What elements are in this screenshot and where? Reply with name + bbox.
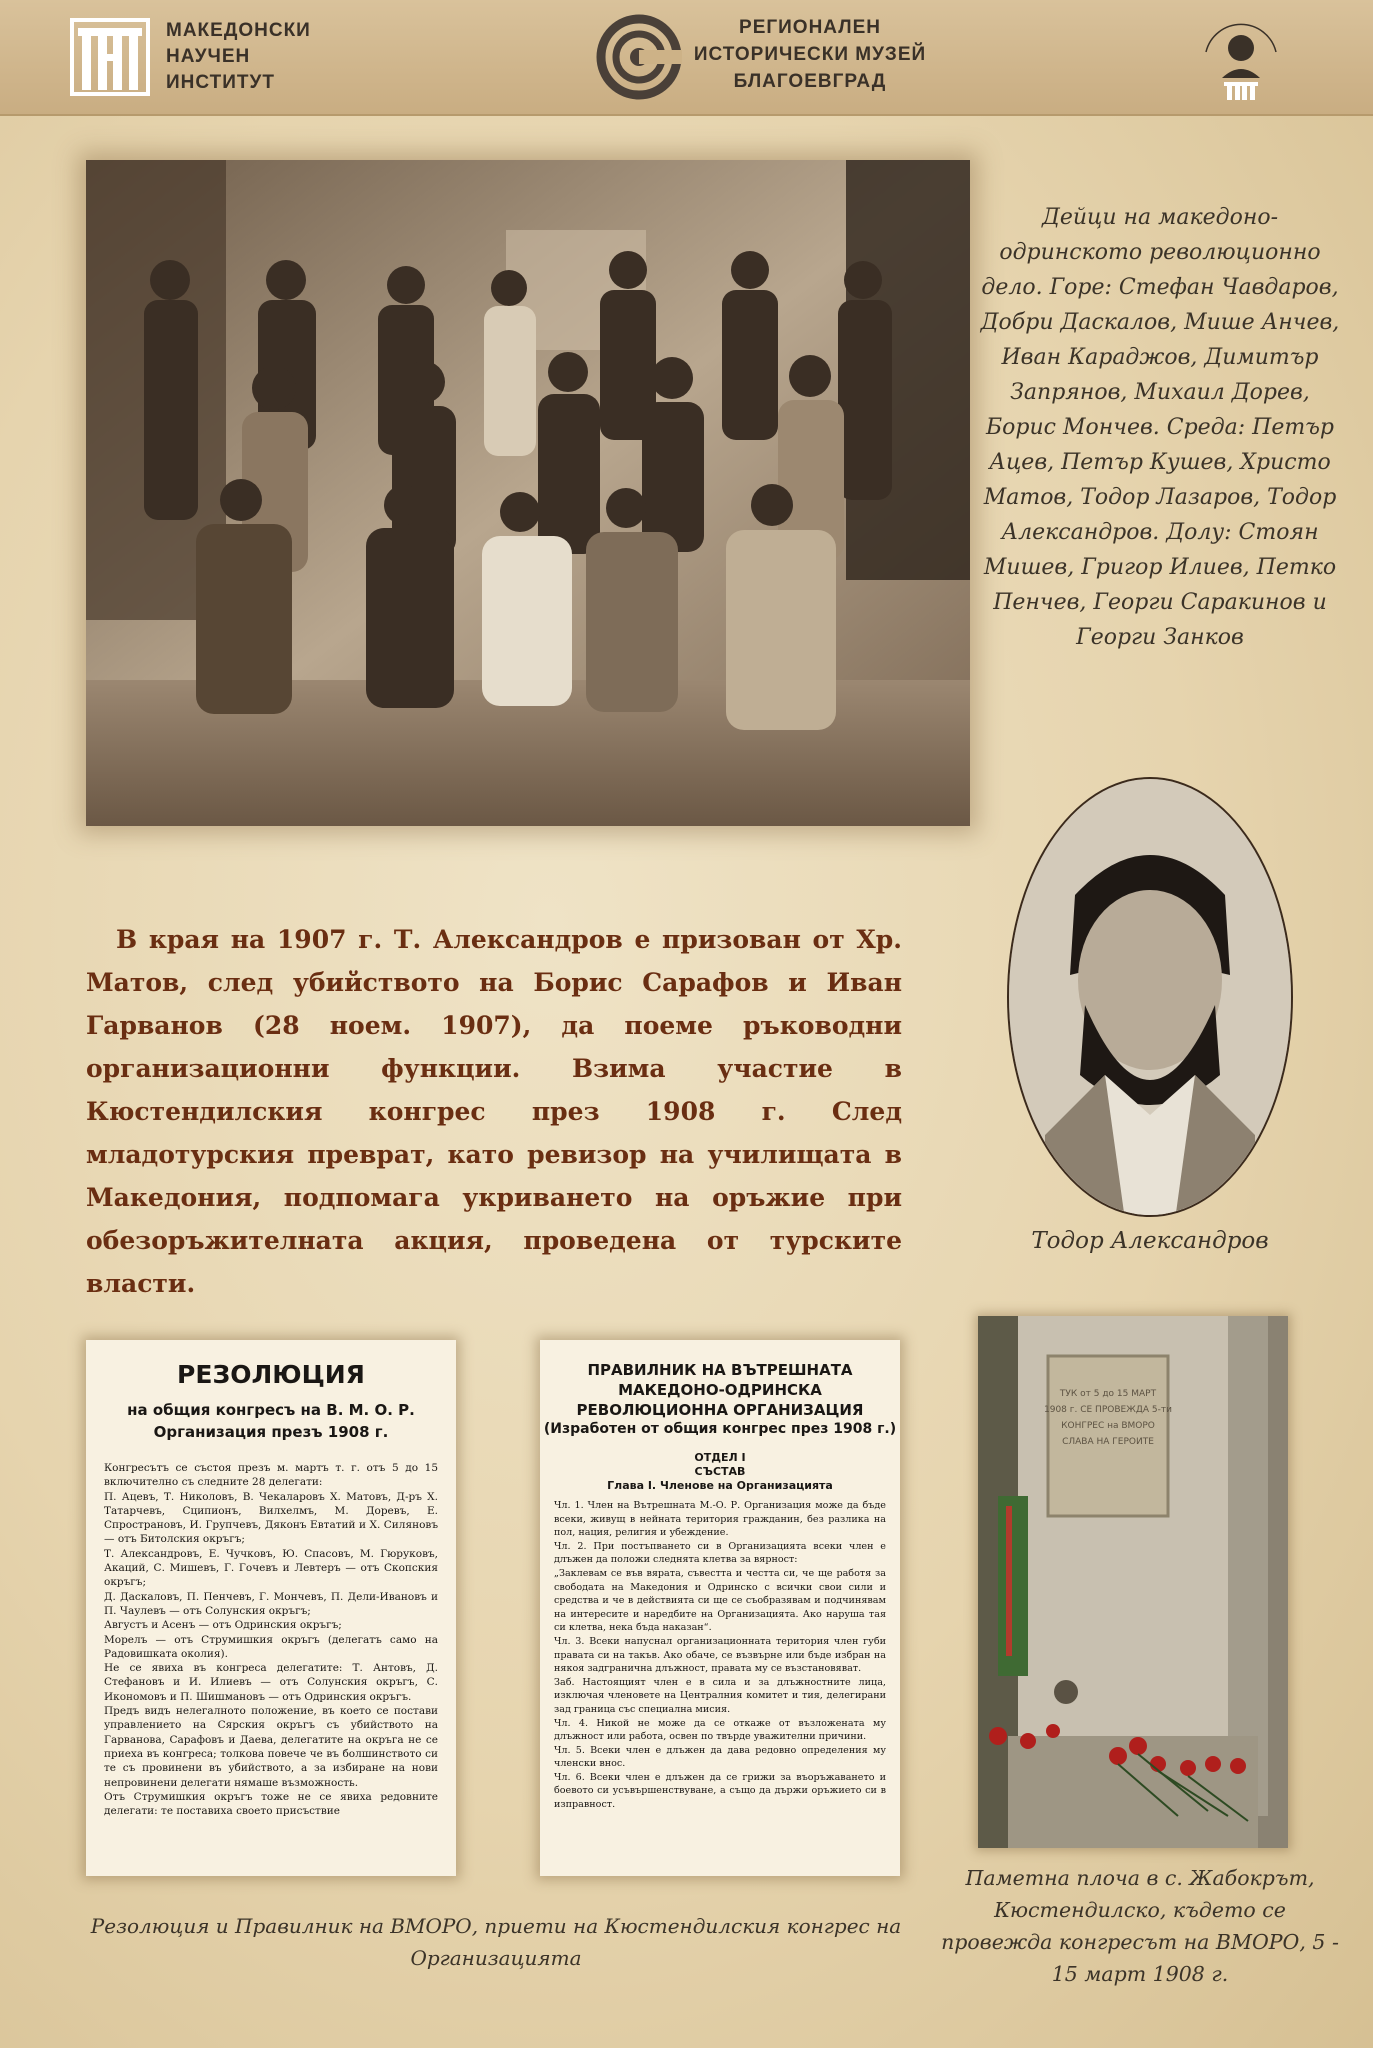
statute-document: [540, 1340, 900, 1876]
institute-line-3: ИНСТИТУТ: [166, 72, 275, 93]
museum-line-1: РЕГИОНАЛЕН: [739, 17, 881, 38]
club-logo: [1200, 14, 1282, 104]
statute-chapter: Глава I. Членове на Организацията: [607, 1479, 833, 1492]
statute-section: ОТДЕЛ I: [694, 1451, 746, 1464]
plaque-line-1: ТУК от 5 до 15 МАРТ: [1059, 1389, 1157, 1399]
group-photograph: [86, 160, 970, 826]
statute-subtitle: (Изработен от общия конгрес през 1908 г.): [543, 1421, 897, 1437]
group-photo-caption: Дейци на македоно-одринското революционно дело. Горе: Стефан Чавдаров, Добри Даскалов, Мише Анчев, Иван Караджов, Димитър Запрянов, Михаил Дорев, Борис Мончев. Среда: Петър Ацев, Петър Кушев, Христо Матов, Тодор Лазаров, Тодор Александров. Долу: Стоян Мишев, Григор Илиев, Петко Пенчев, Георги Саракинов и Георги Занков: [980, 205, 1340, 650]
museum-line-3: БЛАГОЕВГРАД: [733, 71, 887, 92]
museum-line-2: ИСТОРИЧЕСКИ МУЗЕЙ: [693, 44, 927, 65]
plaque-line-3: КОНГРЕС на ВМОРО: [1061, 1421, 1155, 1431]
plaque-line-4: СЛАВА НА ГЕРОИТЕ: [1062, 1437, 1154, 1447]
plaque-line-2: 1908 г. СЕ ПРОВЕЖДА 5-ти: [1044, 1405, 1172, 1415]
museum-name: [690, 14, 930, 95]
memorial-plaque-illustration: [978, 1316, 1288, 1848]
plaque-caption: Паметна плоча в с. Жабокрът, Кюстендилско, където се провежда конгресът на ВМОРО, 5 - 15 март 1908 г.: [941, 1866, 1339, 1986]
institute-name: [166, 18, 311, 96]
portrait-caption: Тодор Александров: [1031, 1228, 1269, 1254]
resolution-subtitle: на общия конгресъ на В. М. О. Р. Организация презъ 1908 г.: [127, 1401, 415, 1441]
memorial-plaque-photo: [978, 1316, 1288, 1848]
documents-caption: Резолюция и Правилник на ВМОРО, приети на Кюстендилския конгрес на Организацията: [90, 1914, 902, 1970]
portrait-photo: [1005, 775, 1295, 1220]
museum-logo: [596, 14, 682, 100]
header-banner: [0, 0, 1373, 116]
statute-title: ПРАВИЛНИК НА ВЪТРЕШНАТА МАКЕДОНО-ОДРИНСКА РЕВОЛЮЦИОННА ОРГАНИЗАЦИЯ: [576, 1361, 864, 1419]
mni-logo: [70, 18, 150, 96]
main-paragraph: В края на 1907 г. Т. Александров е призован от Хр. Матов, след убийството на Борис Сарафов и Иван Гарванов (28 ноем. 1907), да поеме ръководни организационни функции. Взима участие в Кюстендилския конгрес през 1908 г. След младотурския преврат, като ревизор на училищата в Македония, подпомага укриването на оръжие при обезоръжителната акция, проведена от турските власти.: [86, 925, 902, 1298]
institute-line-1: МАКЕДОНСКИ: [166, 20, 311, 41]
resolution-document: [86, 1340, 456, 1876]
resolution-title: РЕЗОЛЮЦИЯ: [177, 1360, 365, 1389]
statute-section-name: СЪСТАВ: [694, 1465, 746, 1478]
statute-body: Чл. 1. Член на Вътрешната М.-О. Р. Организация може да бъде всеки, живущ в нейната територия гражданин, без разлика на пол, нация, религия и убеждение. Чл. 2. При постъпването си в Организацията всеки член е длъжен да положи следнята клетва за вярност: „Заклевам се във вярата, съвестта и честта си, че ще работя за свободата на Македония и Одринско с всички свои сили и средства и че в действията си ще се съобразявам и подчинявам на интересите и наредбите на Организацията. Ако наруша тая си клетва, нека бъда наказан“. Чл. 3. Всеки напуснал организационната територия член губи правата си на такъв. Ако обаче, се възвърне или бъде избран на някоя задгранична длъжност, правата му се възстановяват. Заб. Настоящият член е в сила и за длъжностните лица, изключая членовете на Централния комитет и тия, делегирани зад граница със специална мисия. Чл. 4. Никой не може да се откаже от възложената му длъжност или работа, освен по твърде уважителни причини. Чл. 5. Всеки член е длъжен да дава редовно определения му членски внос. Чл. 6. Всеки член е длъжен да се грижи за въоръжаването и боевото си усъвършенствуване, а също да държи оръжието си в изправност.: [554, 1500, 886, 1811]
resolution-body: Конгресътъ се състоя презъ м. мартъ т. г. отъ 5 до 15 включително съ следните 28 делегати: П. Ацевъ, Т. Николовъ, В. Чекаларовъ Х. Матовъ, Д-ръ Х. Татарчевъ, Сципионъ, Вилхелмъ, М. Доревъ, Е. Спространовъ, И. Групчевъ, Дяконъ Евтатий и Х. Силяновъ — отъ Битолския окръгъ; Т. Александровъ, Е. Чучковъ, Ю. Спасовъ, М. Гюруковъ, Акаций, С. Мишевъ, Г. Гочевъ и Левтеръ — отъ Скопския окръгъ; Д. Даскаловъ, П. Пенчевъ, Г. Мончевъ, П. Дели-Ивановъ и П. Чаулевъ — отъ Солунския окръгъ; Августъ и Асенъ — отъ Одринския окръгъ; Морелъ — отъ Струмишкия окръгъ (делегатъ само на Радовишката околия). Не се явиха въ конгреса делегатите: Т. Антовъ, Д. Стефановъ и И. Илиевъ — отъ Солунския окръгъ, С. Икономовъ и П. Шишмановъ — отъ Одринския окръгъ. Предъ видъ нелегалното положение, въ което се постави управлението на Сярския окръгъ съ убийството на Гарванова, Сарафовъ и Даева, делегатите на окръга не се приеха въ конгреса; толкова повече че въ болшинството си те съ провинени въ убийството, а за избиране на нови непровинени делегати нямаше възможность. Отъ Струмишкия окръгъ тоже не се явиха редовните делегати: те поставиха своето присъствие: [104, 1462, 438, 1818]
institute-line-2: НАУЧЕН: [166, 46, 251, 67]
